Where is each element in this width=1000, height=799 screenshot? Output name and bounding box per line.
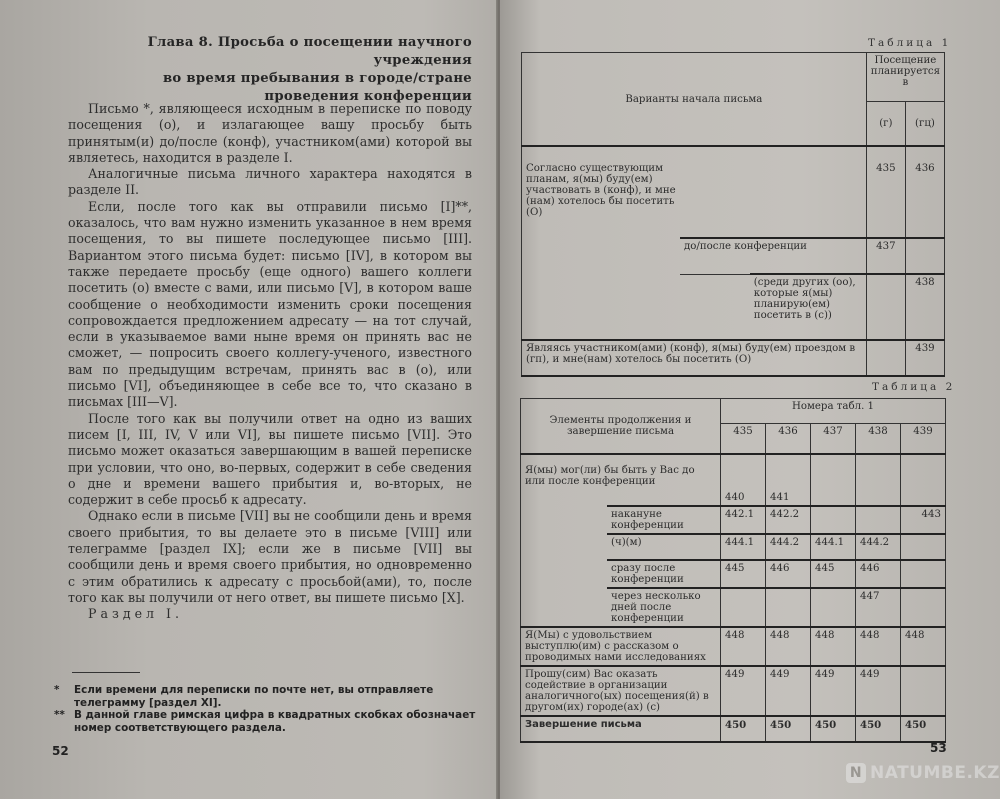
table1-label: Таблица 1: [868, 37, 952, 49]
table-cell: [866, 274, 905, 340]
table2-header-row: [521, 399, 946, 424]
footnote: [52, 684, 476, 709]
table2-col-438: 438: [856, 424, 901, 455]
table-cell: 444.2: [766, 534, 811, 560]
table-row: [522, 340, 945, 376]
footnote: [52, 709, 476, 734]
table-cell: [905, 238, 944, 274]
table1-header-group: Посещение планируется в: [866, 53, 944, 102]
table2-col-439: 439: [901, 424, 946, 455]
table2-col-435: 435: [721, 424, 766, 455]
table-cell: 448: [901, 627, 946, 666]
table-cell: 450: [901, 716, 946, 742]
table-cell: [856, 454, 901, 506]
table-cell: 450: [856, 716, 901, 742]
table-cell: 446: [856, 560, 901, 588]
table2-row-text: накануне конференции: [607, 506, 721, 534]
table-cell: [721, 588, 766, 627]
table-cell: 445: [721, 560, 766, 588]
table-row: [521, 627, 946, 666]
table-cell: 436: [905, 146, 944, 238]
watermark-text: NATUMBE.KZ: [870, 763, 1000, 783]
table-cell: [811, 588, 856, 627]
table-cell: 450: [811, 716, 856, 742]
table1: [521, 52, 945, 377]
table-cell: [901, 588, 946, 627]
table-cell: [901, 666, 946, 716]
table-cell: 450: [721, 716, 766, 742]
table2-row-text: Завершение письма: [521, 716, 721, 742]
body-text: [68, 101, 472, 623]
table-cell: 439: [905, 340, 944, 376]
table-cell: 442.2: [766, 506, 811, 534]
table2-header-group: Номера табл. 1: [721, 399, 946, 424]
table-cell: 448: [811, 627, 856, 666]
table-cell: 438: [905, 274, 944, 340]
table-cell: 437: [866, 238, 905, 274]
table-cell: 448: [856, 627, 901, 666]
watermark-logo-icon: N: [846, 763, 866, 783]
table-cell: 435: [866, 146, 905, 238]
table-cell: [901, 454, 946, 506]
table-row: [521, 506, 946, 534]
table-cell: 445: [811, 560, 856, 588]
table-cell: 448: [766, 627, 811, 666]
table-cell: 448: [721, 627, 766, 666]
table-cell: 449: [811, 666, 856, 716]
paragraph: Если, после того как вы отправили письмо [I]**, оказалось, что вам нужно изменить указанное в нем время посещения, то вы пишете последующее письмо [III]. Вариантом этого письма будет: письмо [IV], в котором вы также передаете просьбу (еще одного) вашего коллеги посетить (о) вместе с вами, или письмо [V], в котором ваше сообщение о необходимости изменить сроки посещения сопровождается предложением адресату — на тот случай, если в указываемое вами ныне время он принять вас не сможет, — попросить своего коллегу-ученого, известного вам по предыдущим встречам, принять вас в (о), или письмо [VI], объединяющее в себе все то, что сказано в письмах [III—V].: [68, 198, 472, 410]
section-label: Раздел I.: [88, 606, 184, 622]
table-row: [522, 274, 945, 340]
table-row: [522, 238, 945, 274]
table-cell: 450: [766, 716, 811, 742]
table2-row-text: Прошу(сим) Вас оказать содействие в организации аналогичного(ых) посещения(й) в другом(их) городе(ах) (с): [521, 666, 721, 716]
table1-header-row: [522, 53, 945, 102]
table-row: [522, 146, 945, 238]
chapter-title-line: Глава 8. Просьба о посещении научного учреждения: [147, 35, 472, 68]
table-cell: 446: [766, 560, 811, 588]
table2-row-text: через несколько дней после конференции: [607, 588, 721, 627]
paragraph: Аналогичные письма личного характера находятся в разделе II.: [68, 166, 472, 198]
table-cell: [811, 454, 856, 506]
table1-row-text: (среди других (оо), которые я(мы) планирую(ем) посетить в (с)): [750, 274, 867, 340]
chapter-title: [120, 34, 472, 106]
table1-header-main: Варианты начала письма: [522, 53, 867, 147]
table-cell: 447: [856, 588, 901, 627]
table2-col-437: 437: [811, 424, 856, 455]
paragraph: После того как вы получили ответ на одно из ваших писем [I, III, IV, V или VI], вы пишете письмо [VII]. Это письмо может оказаться завершающим в вашей переписке при условии, что оно, во-первых, содержит в себе сведения о дне и времени вашего прибытия и, во-вторых, не содержит в себе просьб к адресату.: [68, 410, 472, 508]
table1-col-g: (г): [866, 102, 905, 147]
table2-row-text: сразу после конференции: [607, 560, 721, 588]
table-cell: 444.1: [811, 534, 856, 560]
chapter-title-line: во время пребывания в городе/стране: [162, 71, 472, 86]
table-cell: 449: [721, 666, 766, 716]
table-cell: 449: [766, 666, 811, 716]
footnote-divider: [72, 672, 140, 673]
table-cell: [901, 560, 946, 588]
table1-col-gc: (гц): [905, 102, 944, 147]
table2-row-text: (ч)(м): [607, 534, 721, 560]
table2-header-main: Элементы продолжения и завершение письма: [521, 399, 721, 455]
table1-row-text: Согласно существующим планам, я(мы) буду(ем) участвовать в (конф), и мне (нам) хотелось бы посетить (О): [526, 163, 676, 218]
page-number-left: 52: [52, 744, 69, 758]
table-cell: 444.2: [856, 534, 901, 560]
table-row: [521, 454, 946, 506]
chapter-title-line: проведения конференции: [264, 89, 472, 104]
page-number-right: 53: [930, 741, 947, 755]
paragraph: Однако если в письме [VII] вы не сообщили день и время своего прибытия, то вы делаете это в письме [VIII] или телеграмме [раздел IX]; если же в письме [VII] вы сообщили день и время своего прибытия, но одновременно с этим обратились к адресату с просьбой(ами), то, после того как вы получили от него ответ, вы пишете письмо [X].: [68, 508, 472, 605]
table-cell: 440: [721, 454, 766, 506]
table2-row-text: Я(мы) мог(ли) бы быть у Вас до или после конференции: [521, 454, 721, 506]
table-cell: 449: [856, 666, 901, 716]
table-cell: [856, 506, 901, 534]
footnote-mark: **: [54, 709, 65, 721]
table2: [520, 398, 946, 743]
table2-row-text: Я(Мы) с удовольствием выступлю(им) с рассказом о проводимых нами исследованиях: [521, 627, 721, 666]
table1-row-text: Являясь участником(ами) (конф), я(мы) буду(ем) проездом в (гп), и мне(нам) хотелось бы посетить (О): [522, 340, 867, 376]
table2-label: Таблица 2: [872, 381, 956, 393]
table-row: [521, 666, 946, 716]
table-cell: [901, 534, 946, 560]
table-row: [521, 716, 946, 742]
table1-row-text: до/после конференции: [680, 238, 866, 274]
paragraph: Письмо *, являющееся исходным в переписке по поводу посещения (о), и излагающее вашу просьбу быть принятым(и) до/после (конф), участником(ами) которой вы являетесь, находится в разделе I.: [68, 101, 472, 165]
footnote-mark: *: [54, 684, 60, 696]
table-cell: [766, 588, 811, 627]
table2-col-436: 436: [766, 424, 811, 455]
table-cell: 441: [766, 454, 811, 506]
table-cell: 442.1: [721, 506, 766, 534]
table-cell: [866, 340, 905, 376]
watermark: [846, 763, 1000, 783]
footnotes: [52, 684, 476, 734]
footnote-text: Если времени для переписки по почте нет, вы отправляете телеграмму [раздел XI].: [74, 684, 434, 709]
footnote-text: В данной главе римская цифра в квадратных скобках обозначает номер соответствующего раздела.: [74, 709, 476, 734]
left-page: [0, 0, 498, 799]
table-cell: 444.1: [721, 534, 766, 560]
table-cell: [811, 506, 856, 534]
table-cell: 443: [901, 506, 946, 534]
